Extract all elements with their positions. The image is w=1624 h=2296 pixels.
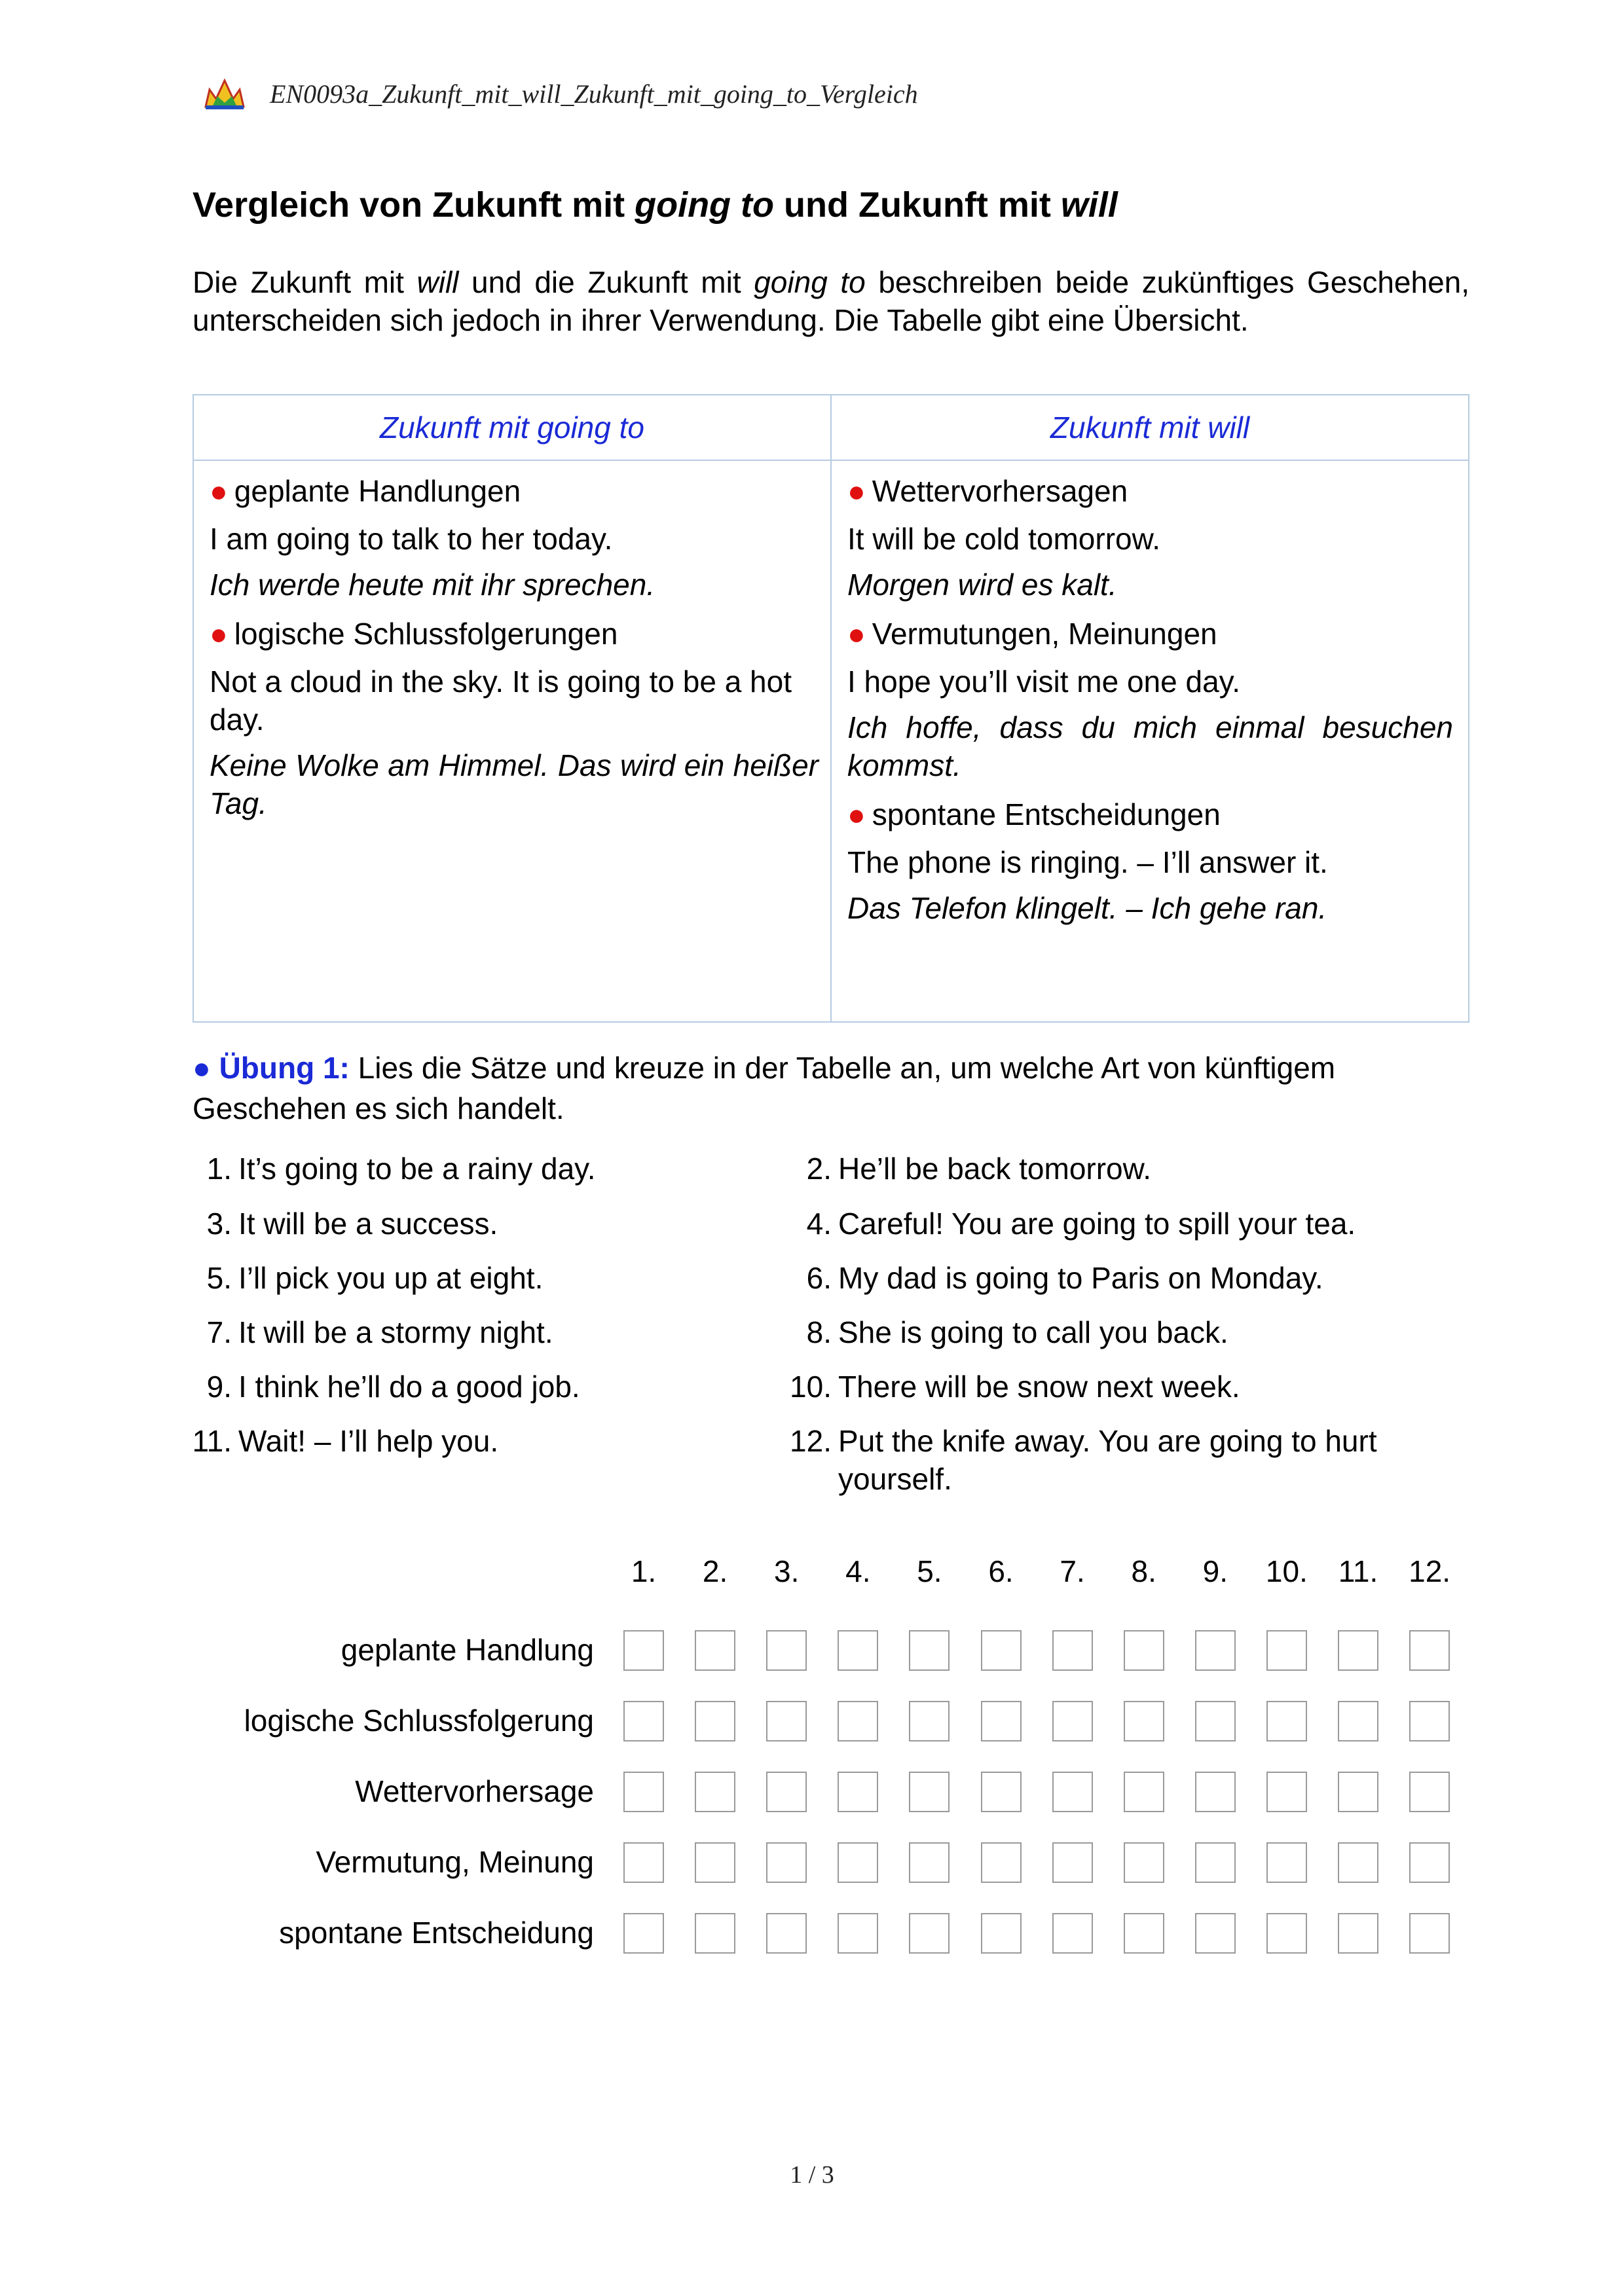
usage-entry — [847, 615, 1453, 784]
answer-checkbox[interactable] — [1266, 1701, 1307, 1741]
answer-checkbox[interactable] — [695, 1772, 735, 1812]
bullet-icon: ● — [847, 617, 866, 651]
answer-checkbox[interactable] — [1266, 1913, 1307, 1954]
answer-checkbox[interactable] — [1052, 1701, 1093, 1741]
sentence-number: 8. — [806, 1315, 832, 1349]
answer-checkbox[interactable] — [766, 1772, 807, 1812]
usage-category — [847, 473, 1453, 509]
answer-checkbox[interactable] — [623, 1913, 664, 1954]
bullet-icon: ● — [847, 474, 866, 508]
answer-checkbox[interactable] — [1195, 1842, 1236, 1883]
grid-column-number: 7. — [1060, 1554, 1085, 1588]
bullet-icon: ● — [193, 1051, 211, 1085]
usage-category — [847, 796, 1453, 833]
intro-paragraph — [193, 263, 1469, 339]
exercise-sentence — [806, 1313, 1454, 1351]
table-header-will: Zukunft mit will — [1050, 410, 1250, 445]
answer-checkbox[interactable] — [1409, 1701, 1450, 1741]
intro-text: und die Zukunft mit — [458, 265, 754, 299]
sentence-text: It’s going to be a rainy day. — [238, 1152, 596, 1186]
sentence-text: There will be snow next week. — [838, 1370, 1240, 1404]
example-english: I am going to talk to her today. — [210, 522, 613, 556]
answer-checkbox[interactable] — [981, 1913, 1022, 1954]
answer-checkbox[interactable] — [1338, 1630, 1378, 1671]
example-german: Morgen wird es kalt. — [847, 568, 1117, 602]
answer-checkbox[interactable] — [1409, 1913, 1450, 1954]
page-number: 1 / 3 — [790, 2161, 834, 2189]
answer-checkbox[interactable] — [766, 1701, 807, 1741]
answer-checkbox[interactable] — [623, 1630, 664, 1671]
grid-row-label: Wettervorhersage — [355, 1774, 594, 1808]
answer-checkbox[interactable] — [1266, 1842, 1307, 1883]
answer-checkbox[interactable] — [1195, 1913, 1236, 1954]
answer-checkbox[interactable] — [1195, 1630, 1236, 1671]
grid-column-number: 2. — [702, 1554, 728, 1588]
intro-text: Die Zukunft mit — [193, 265, 417, 299]
title-text: und Zukunft mit — [774, 185, 1061, 225]
sentence-number: 3. — [206, 1207, 232, 1241]
answer-checkbox[interactable] — [838, 1630, 878, 1671]
sentence-text: Careful! You are going to spill your tea. — [838, 1207, 1356, 1241]
grid-row-label: spontane Entscheidung — [279, 1916, 594, 1950]
sentence-number: 9. — [206, 1370, 232, 1404]
intro-text: going to — [754, 265, 866, 299]
example-german: Das Telefon klingelt. – Ich gehe ran. — [847, 891, 1327, 925]
usage-entry — [210, 615, 819, 822]
table-divider — [830, 395, 832, 1021]
sentence-text: Wait! – I’ll help you. — [238, 1424, 499, 1458]
exercise-sentence — [806, 1150, 1454, 1188]
answer-checkbox[interactable] — [695, 1913, 735, 1954]
answer-checkbox[interactable] — [1195, 1701, 1236, 1741]
grid-column-number: 11. — [1338, 1554, 1378, 1588]
comparison-table — [193, 394, 1469, 1023]
sentence-text: Put the knife away. You are going to hurt yourself. — [838, 1424, 1377, 1496]
sentence-text: It will be a stormy night. — [238, 1315, 553, 1349]
usage-entry — [847, 473, 1453, 604]
answer-checkbox[interactable] — [1124, 1772, 1164, 1812]
sentence-number: 6. — [806, 1261, 832, 1295]
grid-column-number: 4. — [845, 1554, 871, 1588]
answer-checkbox[interactable] — [838, 1842, 878, 1883]
exercise-instruction — [193, 1048, 1469, 1129]
category-label: spontane Entscheidungen — [872, 797, 1221, 831]
answer-checkbox[interactable] — [1052, 1772, 1093, 1812]
crown-logo-icon — [203, 77, 246, 111]
answer-checkbox[interactable] — [695, 1630, 735, 1671]
sentence-text: It will be a success. — [238, 1207, 498, 1241]
answer-checkbox[interactable] — [909, 1913, 950, 1954]
sentence-text: I think he’ll do a good job. — [238, 1370, 580, 1404]
sentence-number: 7. — [206, 1315, 232, 1349]
answer-checkbox[interactable] — [1409, 1772, 1450, 1812]
grid-column-number: 1. — [631, 1554, 657, 1588]
exercise-sentence — [206, 1205, 815, 1243]
usage-entry — [847, 796, 1453, 927]
example-german: Ich werde heute mit ihr sprechen. — [210, 568, 655, 602]
answer-checkbox[interactable] — [909, 1772, 950, 1812]
example-english: The phone is ringing. – I’ll answer it. — [847, 845, 1328, 879]
will-column — [847, 473, 1453, 939]
answer-checkbox[interactable] — [623, 1772, 664, 1812]
answer-checkbox[interactable] — [1124, 1842, 1164, 1883]
table-divider — [194, 460, 1468, 461]
answer-checkbox[interactable] — [1409, 1630, 1450, 1671]
title-text: Vergleich von Zukunft mit — [193, 185, 635, 225]
title-text: going to — [635, 185, 775, 225]
answer-checkbox[interactable] — [981, 1630, 1022, 1671]
grid-column-number: 5. — [917, 1554, 942, 1588]
grid-column-number: 3. — [774, 1554, 800, 1588]
answer-checkbox[interactable] — [695, 1701, 735, 1741]
bullet-icon: ● — [210, 474, 228, 508]
example-german: Keine Wolke am Himmel. Das wird ein heißer Tag. — [210, 748, 819, 820]
sentence-number: 5. — [206, 1261, 232, 1295]
grid-column-number: 9. — [1202, 1554, 1228, 1588]
usage-entry — [210, 473, 819, 604]
exercise-label: Übung 1: — [219, 1051, 350, 1085]
answer-checkbox[interactable] — [766, 1630, 807, 1671]
exercise-sentence — [206, 1150, 815, 1188]
intro-text: beschreiben beide zukünftiges Geschehen, unterscheiden sich jedoch in ihrer Verwendung. Die Tabelle gibt eine Übersicht. — [193, 265, 1470, 337]
document-id: EN0093a_Zukunft_mit_will_Zukunft_mit_going_to_Vergleich — [270, 79, 918, 109]
answer-checkbox[interactable] — [766, 1842, 807, 1883]
exercise-sentence — [206, 1259, 815, 1297]
answer-checkbox[interactable] — [1052, 1630, 1093, 1671]
answer-checkbox[interactable] — [623, 1701, 664, 1741]
category-label: Wettervorhersagen — [872, 474, 1128, 508]
table-header-going-to: Zukunft mit going to — [380, 410, 644, 445]
example-english: Not a cloud in the sky. It is going to be a hot day. — [210, 665, 792, 737]
sentence-number: 10. — [790, 1370, 832, 1404]
grid-column-number: 12. — [1409, 1554, 1451, 1588]
answer-checkbox[interactable] — [838, 1772, 878, 1812]
answer-checkbox[interactable] — [981, 1701, 1022, 1741]
answer-checkbox[interactable] — [623, 1842, 664, 1883]
answer-checkbox[interactable] — [909, 1842, 950, 1883]
answer-checkbox[interactable] — [981, 1772, 1022, 1812]
grid-column-number: 10. — [1265, 1554, 1308, 1588]
document-header — [203, 71, 918, 117]
sentence-number: 2. — [806, 1152, 832, 1186]
exercise-sentence — [206, 1313, 815, 1351]
grid-column-number: 8. — [1131, 1554, 1156, 1588]
answer-checkbox[interactable] — [838, 1701, 878, 1741]
answer-checkbox[interactable] — [1409, 1842, 1450, 1883]
title-text: will — [1060, 185, 1118, 225]
sentence-text: I’ll pick you up at eight. — [238, 1261, 544, 1295]
exercise-sentence — [806, 1259, 1454, 1297]
answer-checkbox[interactable] — [909, 1701, 950, 1741]
grid-row-label: geplante Handlung — [341, 1633, 594, 1667]
exercise-text: Lies die Sätze und kreuze in der Tabelle an, um welche Art von künftigem Geschehen es sich handelt. — [193, 1051, 1336, 1125]
sentence-number: 1. — [206, 1152, 232, 1186]
answer-checkbox[interactable] — [1266, 1630, 1307, 1671]
answer-checkbox[interactable] — [1124, 1701, 1164, 1741]
category-label: geplante Handlungen — [234, 474, 521, 508]
exercise-sentence — [790, 1422, 1454, 1498]
exercise-sentence — [192, 1422, 815, 1460]
sentence-text: He’ll be back tomorrow. — [838, 1152, 1152, 1186]
sentence-number: 4. — [806, 1207, 832, 1241]
sentence-text: She is going to call you back. — [838, 1315, 1228, 1349]
usage-category — [210, 615, 819, 652]
grid-column-number: 6. — [988, 1554, 1014, 1588]
page-title — [193, 185, 1118, 225]
sentence-text: My dad is going to Paris on Monday. — [838, 1261, 1323, 1295]
answer-checkbox[interactable] — [1338, 1772, 1378, 1812]
example-english: I hope you’ll visit me one day. — [847, 665, 1241, 699]
sentence-number: 11. — [192, 1424, 232, 1458]
answer-checkbox[interactable] — [1266, 1772, 1307, 1812]
category-label: logische Schlussfolgerungen — [234, 617, 618, 651]
exercise-sentence — [206, 1368, 815, 1406]
example-german: Ich hoffe, dass du mich einmal besuchen kommst. — [847, 710, 1453, 782]
bullet-icon: ● — [847, 797, 866, 831]
answer-checkbox[interactable] — [1338, 1913, 1378, 1954]
exercise-sentence — [790, 1368, 1454, 1406]
grid-row-label: Vermutung, Meinung — [316, 1845, 594, 1879]
answer-checkbox[interactable] — [1052, 1842, 1093, 1883]
exercise-sentence — [806, 1205, 1454, 1243]
answer-checkbox[interactable] — [1195, 1772, 1236, 1812]
grid-row-label: logische Schlussfolgerung — [244, 1704, 594, 1738]
answer-checkbox[interactable] — [981, 1842, 1022, 1883]
going-to-column — [210, 473, 819, 834]
sentence-number: 12. — [790, 1424, 832, 1458]
answer-checkbox[interactable] — [695, 1842, 735, 1883]
category-label: Vermutungen, Meinungen — [872, 617, 1217, 651]
intro-text: will — [416, 265, 459, 299]
answer-checkbox[interactable] — [766, 1913, 807, 1954]
answer-checkbox[interactable] — [1338, 1701, 1378, 1741]
answer-checkbox[interactable] — [1052, 1913, 1093, 1954]
answer-checkbox[interactable] — [909, 1630, 950, 1671]
answer-checkbox[interactable] — [1124, 1913, 1164, 1954]
usage-category — [847, 615, 1453, 652]
example-english: It will be cold tomorrow. — [847, 522, 1161, 556]
bullet-icon: ● — [210, 617, 228, 651]
answer-checkbox[interactable] — [1124, 1630, 1164, 1671]
answer-checkbox[interactable] — [1338, 1842, 1378, 1883]
answer-checkbox[interactable] — [838, 1913, 878, 1954]
usage-category — [210, 473, 819, 509]
